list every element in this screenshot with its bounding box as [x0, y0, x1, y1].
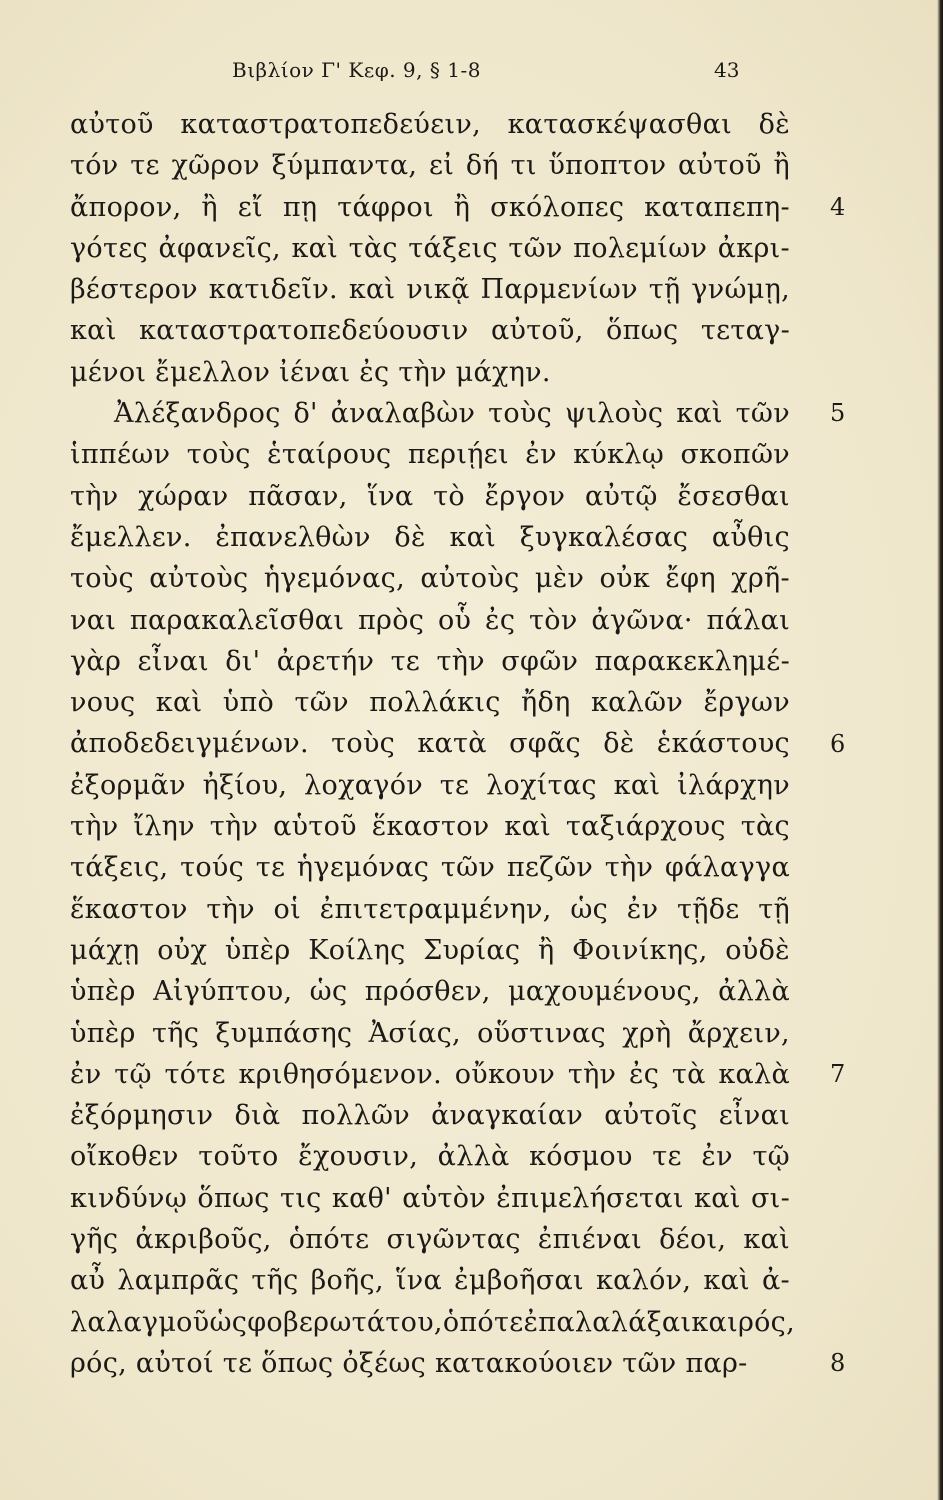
section-number: 6 [830, 729, 846, 758]
page-header [0, 58, 943, 88]
text-line: μάχῃ οὐχ ὑπὲρ Κοίλης Συρίας ἢ Φοινίκης, οὐδὲ [70, 934, 790, 966]
text-line: τὴν χώραν πᾶσαν, ἵνα τὸ ἔργον αὐτῷ ἔσεσθαι [70, 480, 790, 512]
page-number: 43 [714, 58, 740, 82]
text-line: βέστερον κατιδεῖν. καὶ νικᾷ Παρμενίων τῇ γνώμῃ, [70, 274, 790, 306]
text-line: τοὺς αὐτοὺς ἡγεμόνας, αὐτοὺς μὲν οὐκ ἔφη χρῆ- [70, 563, 790, 595]
running-head: Βιβλίον Γ' Κεφ. 9, § 1-8 [232, 58, 481, 82]
page-edge-shadow [937, 0, 943, 1500]
section-number: 7 [830, 1059, 846, 1088]
text-line: τάξεις, τούς τε ἡγεμόνας τῶν πεζῶν τὴν φάλαγγα [70, 852, 790, 884]
text-line: νους καὶ ὑπὸ τῶν πολλάκις ἤδη καλῶν ἔργων [70, 687, 790, 719]
text-line: ἐξόρμησιν διὰ πολλῶν ἀναγκαίαν αὐτοῖς εἶναι [70, 1100, 790, 1132]
text-line: αὖ λαμπρᾶς τῆς βοῆς, ἵνα ἐμβοῆσαι καλόν, καὶ ἀ- [70, 1265, 790, 1297]
text-line: ὑπὲρ Αἰγύπτου, ὡς πρόσθεν, μαχουμένους, ἀλλὰ [70, 976, 790, 1008]
text-line: γῆς ἀκριβοῦς, ὁπότε σιγῶντας ἐπιέναι δέοι, καὶ [70, 1224, 790, 1256]
text-line: ἄπορον, ἢ εἴ πῃ τάφροι ἢ σκόλοπες καταπεπη- [70, 191, 790, 223]
body-text [70, 104, 846, 1384]
text-line: ἀποδεδειγμένων. τοὺς κατὰ σφᾶς δὲ ἑκάστους [70, 728, 790, 760]
text-line: ρός, αὐτοί τε ὅπως ὀξέως κατακούοιεν τῶν παρ- [70, 1347, 748, 1379]
section-number: 4 [830, 192, 846, 221]
text-line: γότες ἀφανεῖς, καὶ τὰς τάξεις τῶν πολεμίων ἀκρι- [70, 232, 790, 264]
text-line: οἴκοθεν τοῦτο ἔχουσιν, ἀλλὰ κόσμου τε ἐν τῷ [70, 1141, 790, 1173]
text-line: καὶ καταστρατοπεδεύουσιν αὐτοῦ, ὅπως τεταγ- [70, 315, 790, 347]
text-line: αὐτοῦ καταστρατοπεδεύειν, κατασκέψασθαι δὲ [70, 109, 790, 140]
text-line: λαλαγμοῦ ὡς φοβερωτάτου, ὁπότε ἐπαλαλάξαι καιρός, [70, 1306, 795, 1338]
text-line: ἔμελλεν. ἐπανελθὼν δὲ καὶ ξυγκαλέσας αὖθις [70, 521, 790, 553]
text-line: μένοι ἔμελλον ἰέναι ἐς τὴν μάχην. [70, 356, 551, 388]
text-line: Ἀλέξανδρος δ' ἀναλαβὼν τοὺς ψιλοὺς καὶ τῶν [114, 398, 790, 430]
text-line: ἐξορμᾶν ἠξίου, λοχαγόν τε λοχίτας καὶ ἰλάρχην [70, 769, 790, 801]
text-line: ἱππέων τοὺς ἑταίρους περιῄει ἐν κύκλῳ σκοπῶν [70, 439, 790, 471]
text-line: ἐν τῷ τότε κριθησόμενον. οὔκουν τὴν ἐς τὰ καλὰ [70, 1058, 790, 1090]
text-line: ναι παρακαλεῖσθαι πρὸς οὗ ἐς τὸν ἀγῶνα· πάλαι [70, 604, 790, 636]
text-line: γὰρ εἶναι δι' ἀρετήν τε τὴν σφῶν παρακεκλημέ- [70, 645, 790, 677]
section-number: 5 [830, 399, 846, 428]
text-line: κινδύνῳ ὅπως τις καθ' αὑτὸν ἐπιμελήσεται καὶ σι- [70, 1182, 790, 1214]
text-line: τὴν ἴλην τὴν αὑτοῦ ἕκαστον καὶ ταξιάρχους τὰς [70, 811, 790, 843]
section-number: 8 [830, 1349, 846, 1377]
text-line: τόν τε χῶρον ξύμπαντα, εἰ δή τι ὕποπτον αὐτοῦ ἢ [70, 150, 790, 182]
text-line: ἕκαστον τὴν οἱ ἐπιτετραμμένην, ὡς ἐν τῇδε τῇ [70, 893, 790, 925]
text-line: ὑπὲρ τῆς ξυμπάσης Ἀσίας, οὕστινας χρὴ ἄρχειν, [70, 1017, 790, 1049]
